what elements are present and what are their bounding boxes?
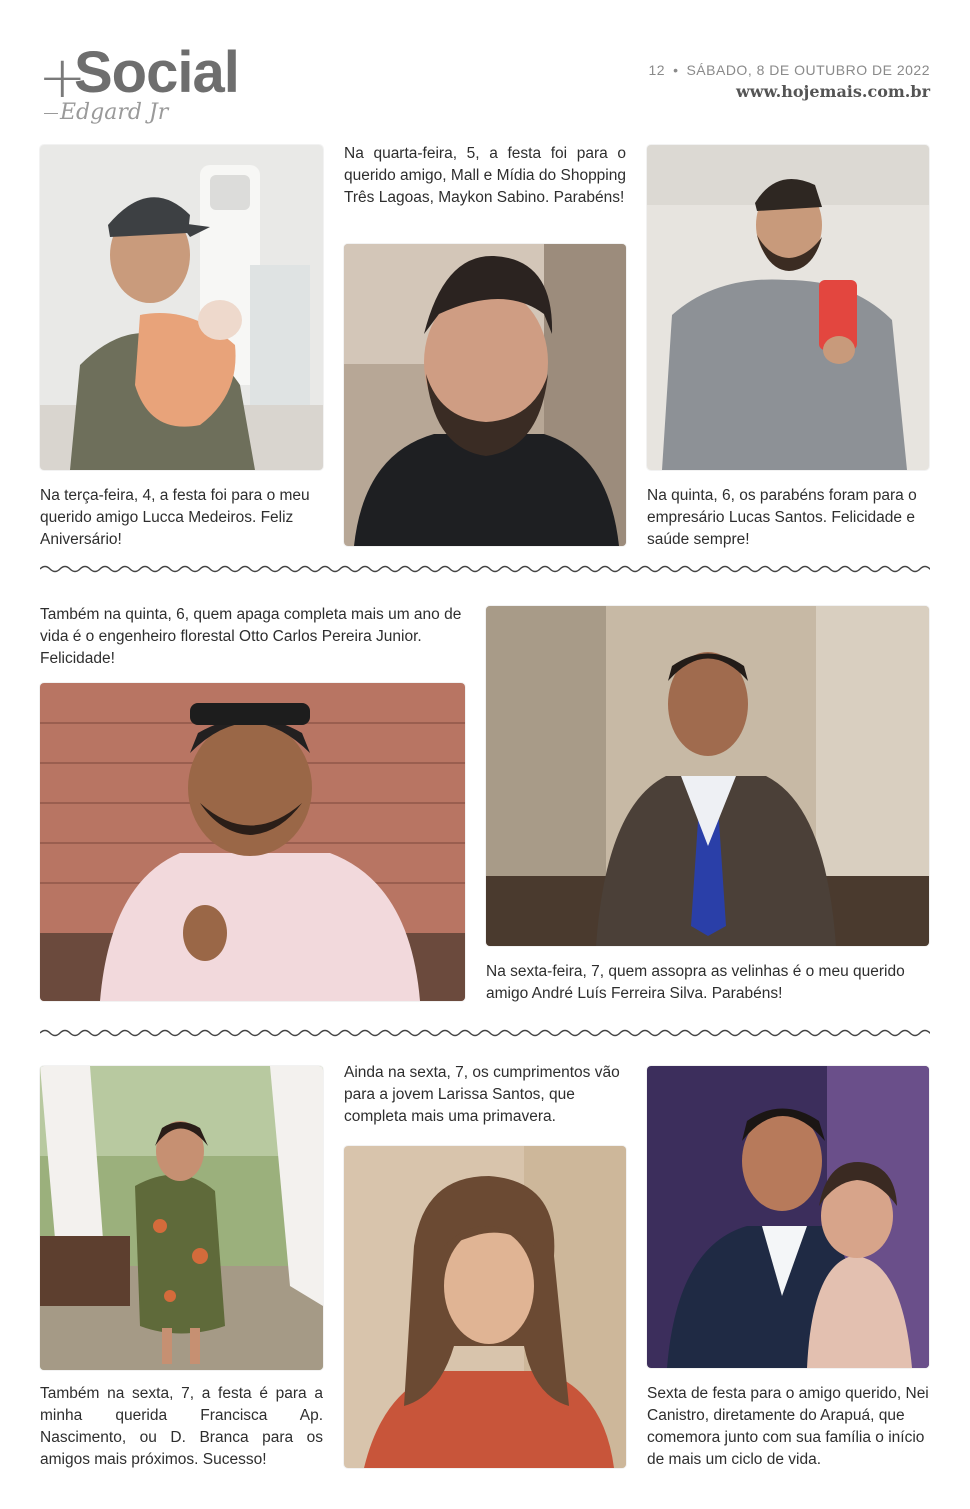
caption-maykon-sabino: Na quarta-feira, 5, a festa foi para o querido amigo, Mall e Mídia do Shopping Três Lagoas, Maykon Sabino. Parabéns!: [344, 145, 626, 206]
photo-andre-luis: [486, 606, 929, 946]
caption-otto-carlos: Também na quinta, 6, quem apaga completa mais um ano de vida é o engenheiro florestal Otto Carlos Pereira Junior. Felicidade!: [40, 606, 462, 667]
website-link[interactable]: www.hojemais.com.br: [735, 82, 930, 101]
columnist-signature: Edgard Jr: [44, 100, 168, 125]
brand-plus: +: [38, 43, 87, 111]
caption-larissa-santos: Ainda na sexta, 7, os cumprimentos vão para a jovem Larissa Santos, que completa mais uma primavera.: [344, 1064, 620, 1125]
photo-nei-canistro: [647, 1066, 929, 1368]
caption-nei-canistro: Sexta de festa para o amigo querido, Nei Canistro, diretamente do Arapuá, que comemora junto com sua família o início de mais um ciclo de vida.: [647, 1385, 929, 1468]
brand-logo: [38, 40, 298, 134]
page-number: 12: [648, 62, 666, 78]
issue-line: 12 • SÁBADO, 8 DE OUTUBRO DE 2022: [648, 62, 930, 78]
photo-larissa-santos: [344, 1146, 626, 1468]
caption-lucas-santos: Na quinta, 6, os parabéns foram para o empresário Lucas Santos. Felicidade e saúde sempre!: [647, 487, 917, 548]
photo-lucca-medeiros: [40, 145, 323, 470]
wavy-divider: [40, 563, 930, 575]
photo-francisca-nascimento: [40, 1066, 323, 1370]
photo-otto-carlos: [40, 683, 465, 1001]
caption-francisca-nascimento: Também na sexta, 7, a festa é para a minha querida Francisca Ap. Nascimento, ou D. Branca para os amigos mais próximos. Sucesso!: [40, 1385, 323, 1468]
issue-info: [648, 62, 930, 101]
photo-lucas-santos: [647, 145, 929, 470]
issue-date: SÁBADO, 8 DE OUTUBRO DE 2022: [686, 62, 930, 78]
caption-andre-luis: Na sexta-feira, 7, quem assopra as velinhas é o meu querido amigo André Luís Ferreira Silva. Parabéns!: [486, 963, 905, 1002]
photo-maykon-sabino: [344, 244, 626, 546]
brand-word: Social: [74, 40, 239, 105]
wavy-divider: [40, 1027, 930, 1039]
caption-lucca-medeiros: Na terça-feira, 4, a festa foi para o meu querido amigo Lucca Medeiros. Feliz Aniversário!: [40, 487, 310, 548]
